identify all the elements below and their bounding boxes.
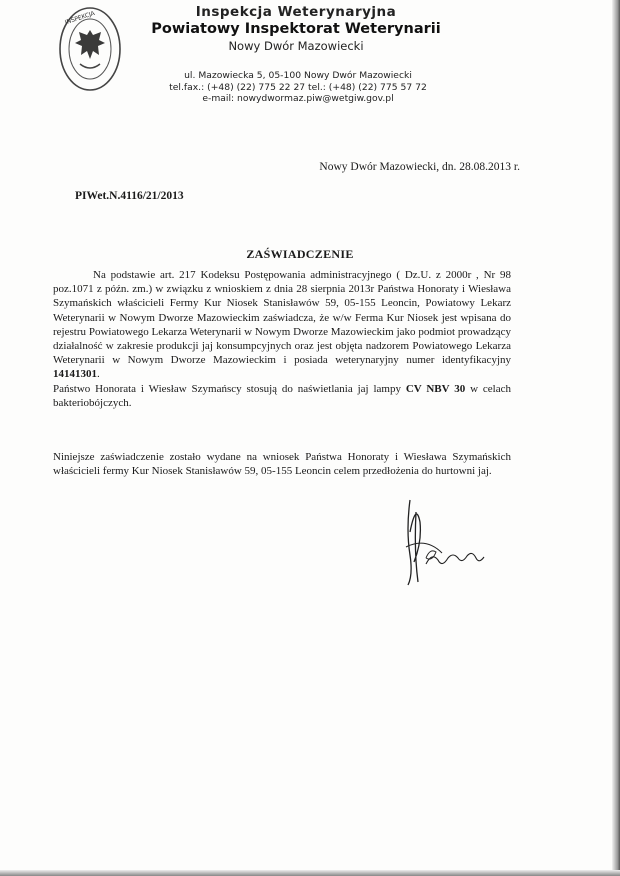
email-address: e-mail: nowydwormaz.piw@wetgiw.gov.pl — [202, 93, 394, 104]
eagle-seal-logo — [58, 6, 122, 92]
office-name: Powiatowy Inspektorat Weterynarii — [151, 21, 441, 37]
place-and-date: Nowy Dwór Mazowiecki, dn. 28.08.2013 r. — [319, 161, 520, 173]
certificate-paragraph: Na podstawie art. 217 Kodeksu Postępowania administracyjnego ( Dz.U. z 2000r , Nr 98 poz.1071 z późn. zm.) w związku z wnioskiem z dnia 28 sierpnia 2013r Państwa Honoraty i Wiesława Szymańskich właścicieli Fermy Kur Niosek Stanisławów 59, 05-155 Leoncin, Powiatowy Lekarz Weterynarii w Nowym Dworze Mazowieckim zaświadcza, że w/w Ferma Kur Niosek jest wpisana do rejestru Powiatowego Lekarza Weterynarii w Nowym Dworze Mazowieckim jako podmiot prowadzący działalność w zakresie produkcji jaj konsumpcyjnych oraz jest objęta nadzorem Powiatowego Lekarza Weterynarii w Nowym Dworze Mazowieckim i posiada weterynaryjny numer identyfikacyjny 14141301. Państwo Honorata i Wiesław Szymańscy stosują do naświetlania jaj lampy CV NBV 30 w celach bakteriobójczych. — [53, 269, 511, 409]
paragraph-text-part3: w celach bakteriobójczych. — [53, 382, 511, 409]
paragraph-text-part1: Na podstawie art. 217 Kodeksu Postępowania administracyjnego ( Dz.U. z 2000r , Nr 98 poz.1071 z późn. zm.) w związku z wnioskiem z dnia 28 sierpnia 2013r Państwa Honoraty i Wiesława Szymańskich właścicieli Fermy Kur Niosek Stanisławów 59, 05-155 Leoncin, Powiatowy Lekarz Weterynarii w Nowym Dworze Mazowieckim zaświadcza, że w/w Ferma Kur Niosek jest wpisana do rejestru Powiatowego Lekarza Weterynarii w Nowym Dworze Mazowieckim jako podmiot prowadzący działalność w zakresie produkcji jaj konsumpcyjnych oraz jest objęta nadzorem Powiatowego Lekarza Weterynarii w Nowym Dworze Mazowieckim i posiada weterynaryjny numer identyfikacyjny — [53, 269, 511, 367]
office-city: Nowy Dwór Mazowiecki — [228, 39, 364, 53]
phone-numbers: tel.fax.: (+48) (22) 775 22 27 tel.: (+48) (22) 775 57 72 — [169, 81, 427, 93]
purpose-paragraph: Niniejsze zaświadczenie zostało wydane na wniosek Państwa Honoraty i Wiesława Szymańskich właścicieli fermy Kur Niosek Stanisławów 59, 05-155 Leoncin celem przedłożenia do hurtowni jaj. — [53, 451, 511, 478]
handwritten-signature — [392, 492, 512, 592]
scan-edge-shadow — [612, 0, 620, 876]
lamp-model: CV NBV 30 — [405, 382, 466, 395]
street-address: ul. Mazowiecka 5, 05-100 Nowy Dwór Mazowiecki — [184, 70, 412, 81]
contact-block — [148, 70, 448, 105]
reference-number: PIWet.N.4116/21/2013 — [75, 190, 184, 202]
vet-id-number: 14141301 — [53, 368, 97, 381]
paragraph-text-part2: Państwo Honorata i Wiesław Szymańscy stosują do naświetlania jaj lampy — [53, 382, 401, 395]
letterhead — [120, 4, 472, 55]
svg-text:INSPEKCJA: INSPEKCJA — [64, 9, 96, 27]
document-title: ZAŚWIADCZENIE — [246, 247, 354, 261]
inspectorate-name: Inspekcja Weterynaryjna — [195, 4, 397, 20]
scan-bottom-edge — [0, 870, 620, 876]
